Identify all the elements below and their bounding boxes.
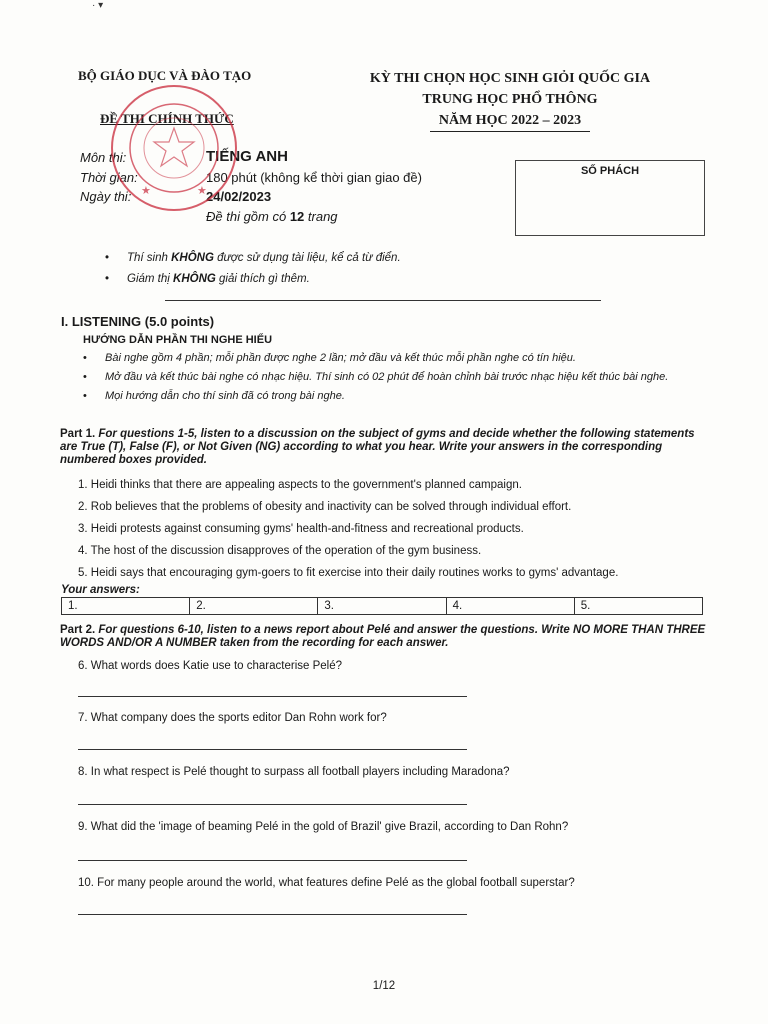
exam-title-line-3: NĂM HỌC 2022 – 2023 [438,113,582,128]
candidate-code-label: SỐ PHÁCH [580,165,640,177]
title-underline [430,131,590,132]
guide-item: • Mọi hướng dẫn cho thí sinh đã có trong bài nghe. [83,389,713,403]
question-10: 10. For many people around the world, what features define Pelé as the global football superstar? [78,877,575,889]
part1-statements [78,474,718,584]
subject-value: TIẾNG ANH [206,148,288,165]
pages-note: Đề thi gồm có 12 trang [206,209,338,224]
question-7: 7. What company does the sports editor Dan Rohn work for? [78,712,387,724]
answer-line-7[interactable] [78,749,467,750]
subject-label: Môn thi: [80,150,127,165]
exam-rules [105,248,665,290]
statement: 2. Rob believes that the problems of obesity and inactivity can be solved through individual effort. [78,501,572,513]
answer-line-8[interactable] [78,804,467,805]
listening-guide [83,351,713,408]
statement: 1. Heidi thinks that there are appealing aspects to the government's planned campaign. [78,479,522,491]
answer-box-5[interactable]: 5. [574,598,702,615]
exam-title-line-2: TRUNG HỌC PHỔ THÔNG [422,92,598,107]
rule-item: • Thí sinh KHÔNG được sử dụng tài liệu, kể cả từ điển. [105,248,665,269]
part1-instruction: Part 1. For questions 1-5, listen to a discussion on the subject of gyms and decide whether the following statements are True (T), False (F), or Not Given (NG) according to what you hear. Write your answers in the corresponding numbered boxes provided. [60,428,695,466]
answer-box-2[interactable]: 2. [190,598,318,615]
answers-label: Your answers: [61,584,140,596]
exam-title-line-1: KỲ THI CHỌN HỌC SINH GIỎI QUỐC GIA [369,71,651,86]
statement: 3. Heidi protests against consuming gyms' health-and-fitness and recreational products. [78,523,524,535]
statement: 4. The host of the discussion disapproves of the operation of the gym business. [78,545,482,557]
divider [165,300,601,301]
time-label: Thời gian: [80,170,138,185]
statement: 5. Heidi says that encouraging gym-goers to fit exercise into their daily routines works to gyms' advantage. [78,567,619,579]
scan-mark: · ▾ [92,0,104,11]
answer-box-1[interactable]: 1. [62,598,190,615]
rule-item: • Giám thị KHÔNG giải thích gì thêm. [105,269,665,290]
ministry-name: BỘ GIÁO DỤC VÀ ĐÀO TẠO [78,68,252,83]
answer-line-10[interactable] [78,914,467,915]
svg-text:★: ★ [141,184,151,197]
question-9: 9. What did the 'image of beaming Pelé in the gold of Brazil' give Brazil, according to Dan Rohn? [78,821,569,833]
listening-guide-title: HƯỚNG DẪN PHẦN THI NGHE HIỂU [83,334,273,346]
official-exam-label: ĐỀ THI CHÍNH THỨC [100,111,234,126]
question-6: 6. What words does Katie use to characterise Pelé? [78,660,343,672]
answer-line-6[interactable] [78,696,467,697]
question-8: 8. In what respect is Pelé thought to surpass all football players including Maradona? [78,766,510,778]
page-number: 1/12 [372,980,396,992]
guide-item: • Mở đầu và kết thúc bài nghe có nhạc hiệu. Thí sinh có 02 phút để hoàn chỉnh bài trước nhạc hiệu kết thúc bài nghe. [83,370,713,384]
date-label: Ngày thi: [80,189,132,204]
answer-box-4[interactable]: 4. [446,598,574,615]
guide-item: • Bài nghe gồm 4 phần; mỗi phần được nghe 2 lần; mở đầu và kết thúc mỗi phần nghe có tín hiệu. [83,351,713,365]
answer-line-9[interactable] [78,860,467,861]
date-value: 24/02/2023 [206,189,272,204]
official-seal-icon [108,82,240,214]
part2-instruction: Part 2. For questions 6-10, listen to a news report about Pelé and answer the questions. Write NO MORE THAN THREE WORDS AND/OR A NUMBER taken from the recording for each answer. [60,624,706,649]
answer-boxes [61,597,703,615]
answer-box-3[interactable]: 3. [318,598,446,615]
section-heading: I. LISTENING (5.0 points) [61,314,215,329]
candidate-code-box[interactable] [515,160,705,236]
pages-count: 12 [289,209,305,224]
svg-text:★: ★ [197,184,207,197]
exam-title [330,68,690,131]
time-value: 180 phút (không kể thời gian giao đề) [206,170,422,185]
